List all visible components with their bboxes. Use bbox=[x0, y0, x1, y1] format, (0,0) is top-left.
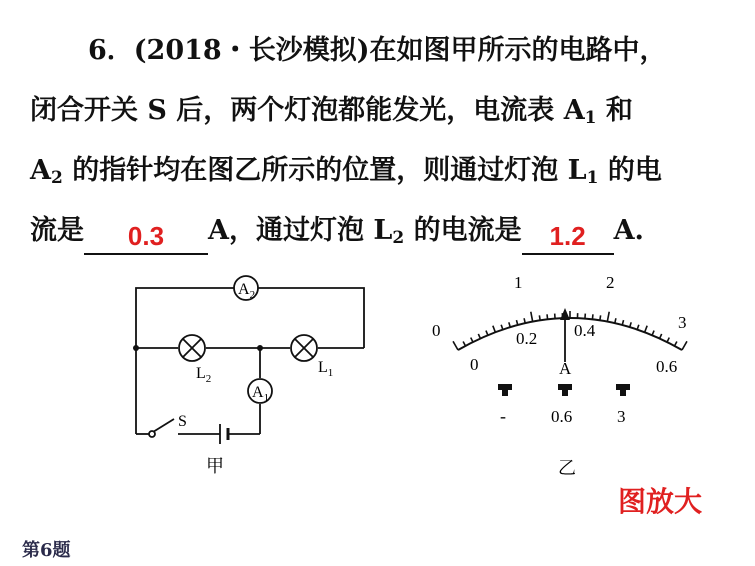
dial-tick bbox=[630, 322, 631, 327]
question-text: 的指针均在图乙所示的位置，则通过灯泡 L bbox=[62, 155, 587, 186]
dial-tick bbox=[607, 312, 609, 322]
dial-tick bbox=[531, 312, 533, 322]
lamp-l1-label: $L_1$ bbox=[318, 359, 334, 379]
zoom-figure-button[interactable]: 图放大 bbox=[618, 485, 703, 518]
dial-tick bbox=[645, 326, 647, 333]
dial-tick bbox=[501, 325, 503, 330]
question-text: 的电 bbox=[598, 155, 662, 186]
dial-tick bbox=[600, 315, 601, 320]
dial-tick bbox=[463, 341, 465, 345]
dial-tick bbox=[637, 325, 639, 330]
dial-tick bbox=[478, 334, 480, 339]
dial-tick bbox=[509, 322, 510, 327]
subscript: 1 bbox=[584, 108, 597, 128]
ammeter-dial bbox=[420, 272, 710, 482]
question-text: 流是 bbox=[30, 215, 84, 246]
dial-tick bbox=[471, 338, 473, 342]
question-text: A bbox=[30, 155, 51, 186]
outer-tick-label-0: 0 bbox=[432, 321, 441, 340]
inner-tick-label-0-2: 0.2 bbox=[516, 329, 538, 348]
dial-tick bbox=[592, 314, 593, 319]
figure-yi-caption: 乙 bbox=[558, 458, 576, 478]
question-text: A. bbox=[613, 215, 644, 246]
inner-tick-label-0-6: 0.6 bbox=[656, 357, 678, 376]
question-line-2 bbox=[30, 94, 633, 135]
answer-blank-1[interactable] bbox=[84, 223, 208, 255]
dial-tick bbox=[453, 341, 458, 350]
question-text: 闭合开关 S 后，两个灯泡都能发光，电流表 A bbox=[30, 95, 585, 126]
question-line-1 bbox=[88, 34, 666, 68]
question-text: 6．(2018・长沙模拟)在如图甲所示的电路中， bbox=[88, 35, 667, 66]
ammeter-a1-label: $A_1$ bbox=[252, 384, 270, 404]
question-number-tab[interactable]: 第6题 bbox=[22, 540, 71, 561]
dial-tick bbox=[524, 318, 525, 323]
question-text: 和 bbox=[596, 95, 633, 126]
subscript: 2 bbox=[50, 168, 63, 188]
dial-tick bbox=[660, 334, 662, 339]
ammeter-a2-label: $A_2$ bbox=[238, 281, 256, 301]
lamp-l2-label: $L_2$ bbox=[196, 365, 212, 385]
outer-tick-label-3: 3 bbox=[678, 313, 687, 332]
answer-1: 0.3 bbox=[127, 221, 165, 251]
dial-tick bbox=[486, 331, 488, 336]
subscript: 2 bbox=[392, 228, 405, 248]
dial-tick bbox=[547, 314, 548, 319]
inner-tick-label-0-4: 0.4 bbox=[574, 321, 596, 340]
question-line-4 bbox=[30, 214, 644, 255]
question-text: A，通过灯泡 L bbox=[208, 215, 393, 246]
inner-tick-label-0: 0 bbox=[470, 355, 479, 374]
subscript: 1 bbox=[586, 168, 599, 188]
dial-tick bbox=[682, 341, 687, 350]
figure-jia-caption: 甲 bbox=[206, 456, 224, 476]
terminal-0-6: 0.6 bbox=[551, 407, 573, 426]
switch-label: S bbox=[178, 413, 187, 430]
terminal-minus: - bbox=[500, 406, 506, 426]
dial-tick bbox=[652, 331, 654, 336]
dial-tick bbox=[539, 315, 540, 320]
outer-tick-label-2: 2 bbox=[606, 273, 615, 292]
question-text: 的电流是 bbox=[404, 215, 522, 246]
terminal-3: 3 bbox=[617, 407, 626, 426]
dial-tick bbox=[493, 326, 495, 333]
unit-label: A bbox=[559, 359, 572, 378]
dial-tick bbox=[615, 318, 616, 323]
question-line-3 bbox=[30, 154, 662, 195]
dial-tick bbox=[675, 341, 677, 345]
dial-tick bbox=[667, 338, 669, 342]
circuit-diagram bbox=[120, 272, 380, 482]
outer-tick-label-1: 1 bbox=[514, 273, 523, 292]
answer-blank-2[interactable] bbox=[522, 223, 614, 255]
answer-2: 1.2 bbox=[549, 221, 586, 251]
